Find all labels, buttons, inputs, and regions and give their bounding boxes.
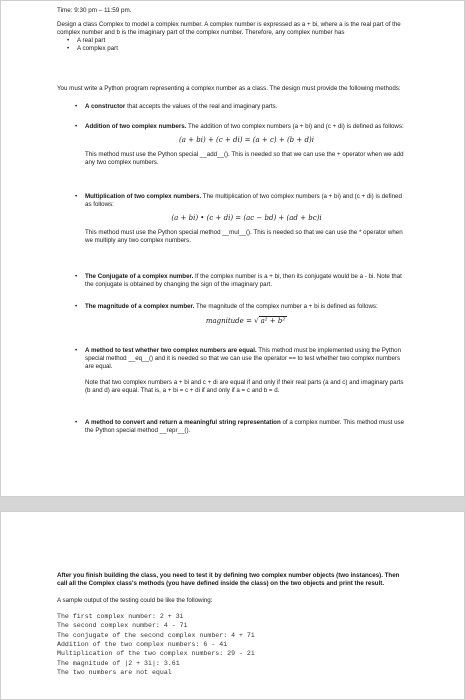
repr-text: of a complex number. This method must use the Python special method __repr__(). [85, 419, 405, 434]
sample-output-line: Addition of the two complex numbers: 6 - 4i [57, 640, 228, 648]
sample-output-line: The second complex number: 4 - 7i [57, 622, 188, 630]
multiplication-formula: (a + bi) • (c + di) = (ac − bd) + (ad + bc)i [171, 213, 322, 222]
magnitude-text: The magnitude of the complex number a + bi is defined as follows: [194, 303, 378, 310]
multiplication-text: The multiplication of two complex numbers (a + bi) and (c + di) is defined as follows: [85, 193, 402, 208]
bullet-constructor [85, 103, 408, 111]
sample-output-line: The conjugate of the second complex number: 4 + 7i [57, 631, 255, 639]
multiplication-title: Multiplication of two complex numbers. [85, 193, 202, 200]
time-header: Time: 9:30 pm – 11:59 pm. [57, 7, 132, 14]
sample-output-line: The two numbers are not equal [57, 668, 172, 676]
magnitude-formula: magnitude = √ a² + b² [205, 316, 286, 325]
page-gap [0, 497, 465, 511]
sample-output [57, 612, 408, 678]
magnitude-formula-left: magnitude = [205, 316, 255, 325]
addition-title: Addition of two complex numbers. [85, 123, 187, 130]
equality-note: Note that two complex numbers a + bi and c + di are equal if and only if their real parts (a and c) and imaginary parts (b and d) are equal. That is, a + bi = c + di if and only if a = c and b = d. [85, 378, 404, 394]
constructor-text: that accepts the values of the real and imaginary parts. [125, 103, 278, 110]
multiplication-note: This method must use the Python special method __mul__(). This is needed so that we can use the * operator when we multiply any two complex numbers. [85, 228, 403, 244]
instructions-section [57, 572, 408, 677]
bullet-magnitude [85, 303, 408, 332]
constructor-title: A constructor [85, 103, 126, 110]
page-2 [0, 511, 465, 700]
bullet-repr [85, 419, 408, 435]
addition-formula: (a + bi) + (c + di) = (a + c) + (b + d)i [179, 135, 314, 144]
sample-output-line: Multiplication of the two complex numbers: 29 - 2i [57, 650, 255, 658]
sample-output-line: The magnitude of |2 + 3i|: 3.61 [57, 659, 180, 667]
conjugate-text: If the complex number is a + bi, then its conjugate would be a - bi. Note that the conjugate is obtained by changing the sign of the imaginary part. [85, 273, 402, 288]
intro-section [57, 21, 408, 53]
sample-intro: A sample output of the testing could be like the following: [57, 596, 213, 604]
bullet-equality [85, 347, 408, 395]
bullet-conjugate [85, 273, 408, 289]
instructions-text: After you finish building the class, you need to test it by defining two complex number objects (two instances). Then call all the Complex class's methods (you have defined inside the class) on the two objects and print the result. [57, 572, 400, 587]
intro-text: Design a class Complex to model a complex number. A complex number is expressed as a + bi, where a is the real part of the complex number and b is the imaginary part of the complex number. Therefore, any complex number has [57, 21, 401, 36]
conjugate-title: The Conjugate of a complex number. [85, 273, 194, 280]
intro-item-complex: • A complex part [77, 45, 408, 53]
addition-note: This method must use the Python special __add__(). This is needed so that we can use the + operator when we add any two complex numbers. [85, 150, 404, 166]
bullet-multiplication [85, 193, 408, 245]
bullet-addition [85, 123, 408, 167]
repr-title: A method to convert and return a meaningful string representation [85, 419, 281, 426]
intro-item-real: • A real part [77, 37, 408, 45]
equality-text: This method must be implemented using the Python special method __eq__() and it is needed so that we can use the operator == to test whether two complex numbers are equal. [85, 347, 402, 370]
addition-text: The addition of two complex numbers (a + bi) and (c + di) is defined as follows: [186, 123, 404, 130]
magnitude-title: The magnitude of a complex number. [85, 303, 195, 310]
magnitude-formula-sqrt: a² + b² [260, 316, 286, 325]
sample-output-line: The first complex number: 2 + 3i [57, 612, 184, 620]
design-text: You must write a Python program representing a complex number as a class. The design must provide the following methods: [57, 85, 401, 92]
equality-title: A method to test whether two complex numbers are equal. [85, 347, 257, 354]
design-section [57, 85, 408, 93]
